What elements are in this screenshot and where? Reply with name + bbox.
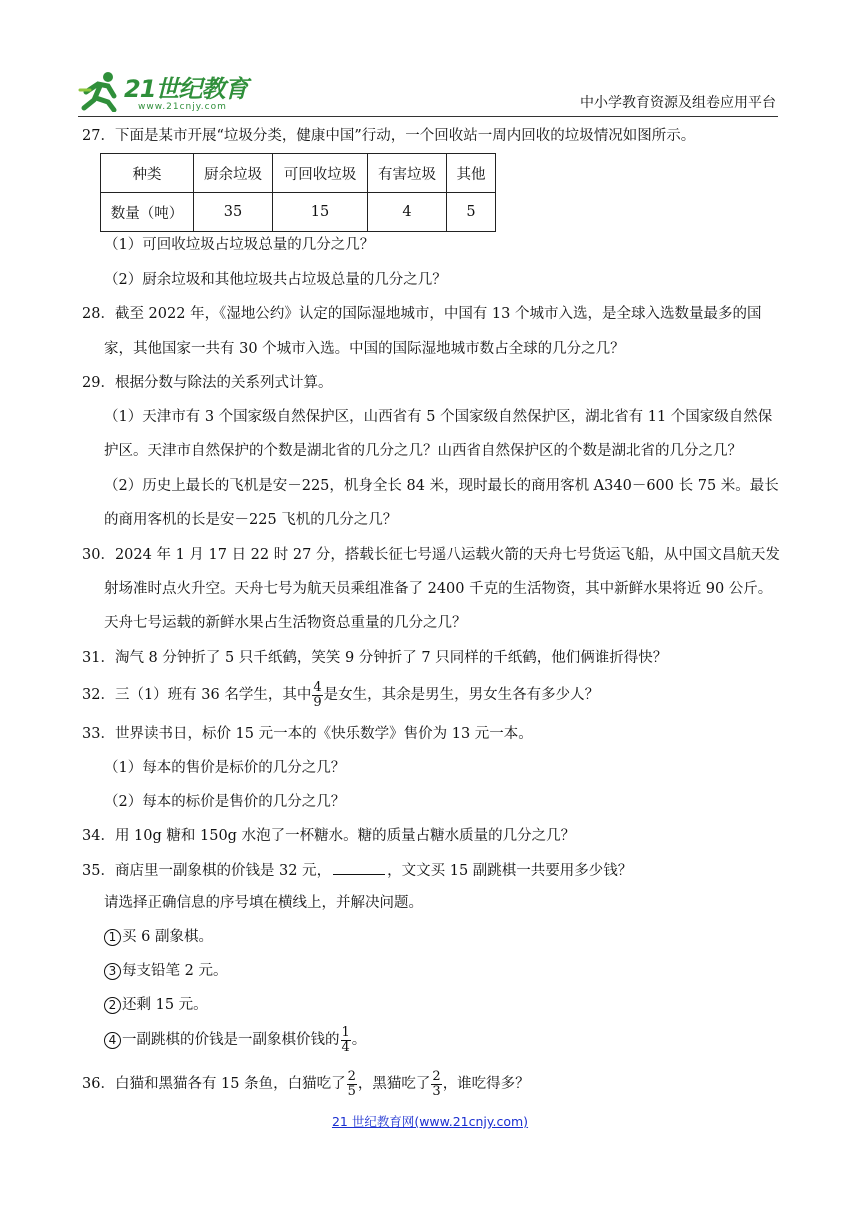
q30-line1: 30．2024 年 1 月 17 日 22 时 27 分，搭载长征七号遥八运载火箭的天舟七号货运飞船，从中国文昌航天发: [82, 547, 780, 563]
q29-sub1-line2: 护区。天津市自然保护的个数是湖北省的几分之几？山西省自然保护区的个数是湖北省的几分之几？: [104, 443, 742, 459]
table-cell: 可回收垃圾: [273, 154, 368, 193]
q35-option: [104, 995, 208, 1015]
fraction-denominator: 9: [313, 694, 322, 710]
q30-line3: 天舟七号运载的新鲜水果占生活物资总重量的几分之几？: [104, 615, 467, 631]
table-cell: 35: [194, 193, 273, 232]
option-number-circle: 4: [104, 1032, 121, 1049]
table-cell: 数量（吨）: [101, 193, 194, 232]
q28-line1: 28．截至 2022 年，《湿地公约》认定的国际湿地城市，中国有 13 个城市入选，是全球入选数量最多的国: [82, 306, 762, 322]
option-fraction: [341, 1026, 351, 1055]
logo-url: www.21cnjy.com: [138, 102, 227, 112]
fraction-numerator: 2: [347, 1068, 356, 1084]
q29-sub1-line1: （1）天津市有 3 个国家级自然保护区，山西省有 5 个国家级自然保护区，湖北省有 11 个国家级自然保: [104, 409, 773, 425]
option-text: 买 6 副象棋。: [122, 929, 213, 945]
option-number-circle: 1: [104, 929, 121, 946]
q36-mid: ，黑猫吃了: [357, 1076, 431, 1092]
q34-text: 34．用 10g 糖和 150g 水泡了一杯糖水。糖的质量占糖水质量的几分之几？: [82, 828, 576, 844]
q32-fraction: [312, 681, 322, 710]
q29-sub2-line2: 的商用客机的长是安－225 飞机的几分之几？: [104, 512, 398, 528]
q36-post: ，谁吃得多？: [442, 1076, 530, 1092]
q35-text: [82, 860, 632, 881]
q36-fraction-black: [431, 1070, 441, 1099]
logo-title: 21世纪教育: [124, 75, 248, 103]
table-cell: 其他: [447, 154, 496, 193]
q30-line2: 射场准时点火升空。天舟七号为航天员乘组准备了 2400 千克的生活物资，其中新鲜水果将近 90 公斤。: [104, 581, 773, 597]
platform-title: 中小学教育资源及组卷应用平台: [580, 95, 776, 111]
q28-line2: 家，其他国家一共有 30 个城市入选。中国的国际湿地城市数占全球的几分之几？: [104, 341, 625, 357]
q27-table: [100, 153, 496, 232]
q32-pre: 32．三（1）班有 36 名学生，其中: [82, 687, 312, 703]
option-text: 还剩 15 元。: [122, 997, 208, 1013]
q35-option: [104, 927, 213, 947]
q33-text: 33．世界读书日，标价 15 元一本的《快乐数学》售价为 13 元一本。: [82, 726, 533, 742]
q35-option: [104, 961, 227, 981]
q35-post: ，文文买 15 副跳棋一共要用多少钱？: [387, 863, 633, 879]
fraction-denominator: 3: [432, 1083, 441, 1099]
q36-pre: 36．白猫和黑猫各有 15 条鱼，白猫吃了: [82, 1076, 346, 1092]
table-cell: 种类: [101, 154, 194, 193]
option-text: 每支铅笔 2 元。: [122, 963, 228, 979]
q32-post: 是女生，其余是男生，男女生各有多少人？: [323, 687, 600, 703]
footer-link[interactable]: 21 世纪教育网(www.21cnjy.com): [331, 1114, 529, 1129]
q29-text: 29．根据分数与除法的关系列式计算。: [82, 375, 333, 391]
q35-option: [104, 1024, 366, 1056]
fraction-denominator: 4: [341, 1039, 350, 1055]
table-cell: 有害垃圾: [368, 154, 447, 193]
answer-blank[interactable]: [333, 860, 385, 875]
table-row: [101, 154, 496, 193]
fraction-numerator: 2: [432, 1068, 441, 1084]
option-tail: 。: [351, 1032, 367, 1048]
table-cell: 厨余垃圾: [194, 154, 273, 193]
q32-text: [82, 680, 599, 710]
table-cell: 5: [447, 193, 496, 232]
running-figure-icon: [78, 70, 122, 112]
option-text: 一副跳棋的价钱是一副象棋价钱的: [122, 1032, 340, 1048]
q31-text: 31．淘气 8 分钟折了 5 只千纸鹤，笑笑 9 分钟折了 7 只同样的千纸鹤，他们俩谁折得快？: [82, 650, 668, 666]
table-cell: 4: [368, 193, 447, 232]
q36-text: [82, 1068, 530, 1100]
option-number-circle: 2: [104, 997, 121, 1014]
q33-sub1: （1）每本的售价是标价的几分之几？: [104, 760, 346, 776]
table-row: [101, 193, 496, 232]
fraction-numerator: 4: [313, 679, 322, 695]
q36-fraction-white: [347, 1070, 357, 1099]
q27-text: 27．下面是某市开展“垃圾分类，健康中国”行动，一个回收站一周内回收的垃圾情况如图所示。: [82, 128, 696, 144]
q27-sub2: （2）厨余垃圾和其他垃圾共占垃圾总量的几分之几？: [104, 272, 447, 288]
q35-instruction: 请选择正确信息的序号填在横线上，并解决问题。: [104, 895, 423, 911]
fraction-numerator: 1: [341, 1024, 350, 1040]
q33-sub2: （2）每本的标价是售价的几分之几？: [104, 794, 346, 810]
q27-sub1: （1）可回收垃圾占垃圾总量的几分之几？: [104, 237, 375, 253]
table-cell: 15: [273, 193, 368, 232]
site-logo[interactable]: [78, 66, 247, 112]
fraction-denominator: 5: [347, 1083, 356, 1099]
q35-pre: 35．商店里一副象棋的价钱是 32 元，: [82, 863, 332, 879]
page-header: [78, 62, 778, 117]
q29-sub2-line1: （2）历史上最长的飞机是安－225，机身全长 84 米，现时最长的商用客机 A340－600 长 75 米。最长: [104, 478, 779, 494]
option-number-circle: 3: [104, 963, 121, 980]
